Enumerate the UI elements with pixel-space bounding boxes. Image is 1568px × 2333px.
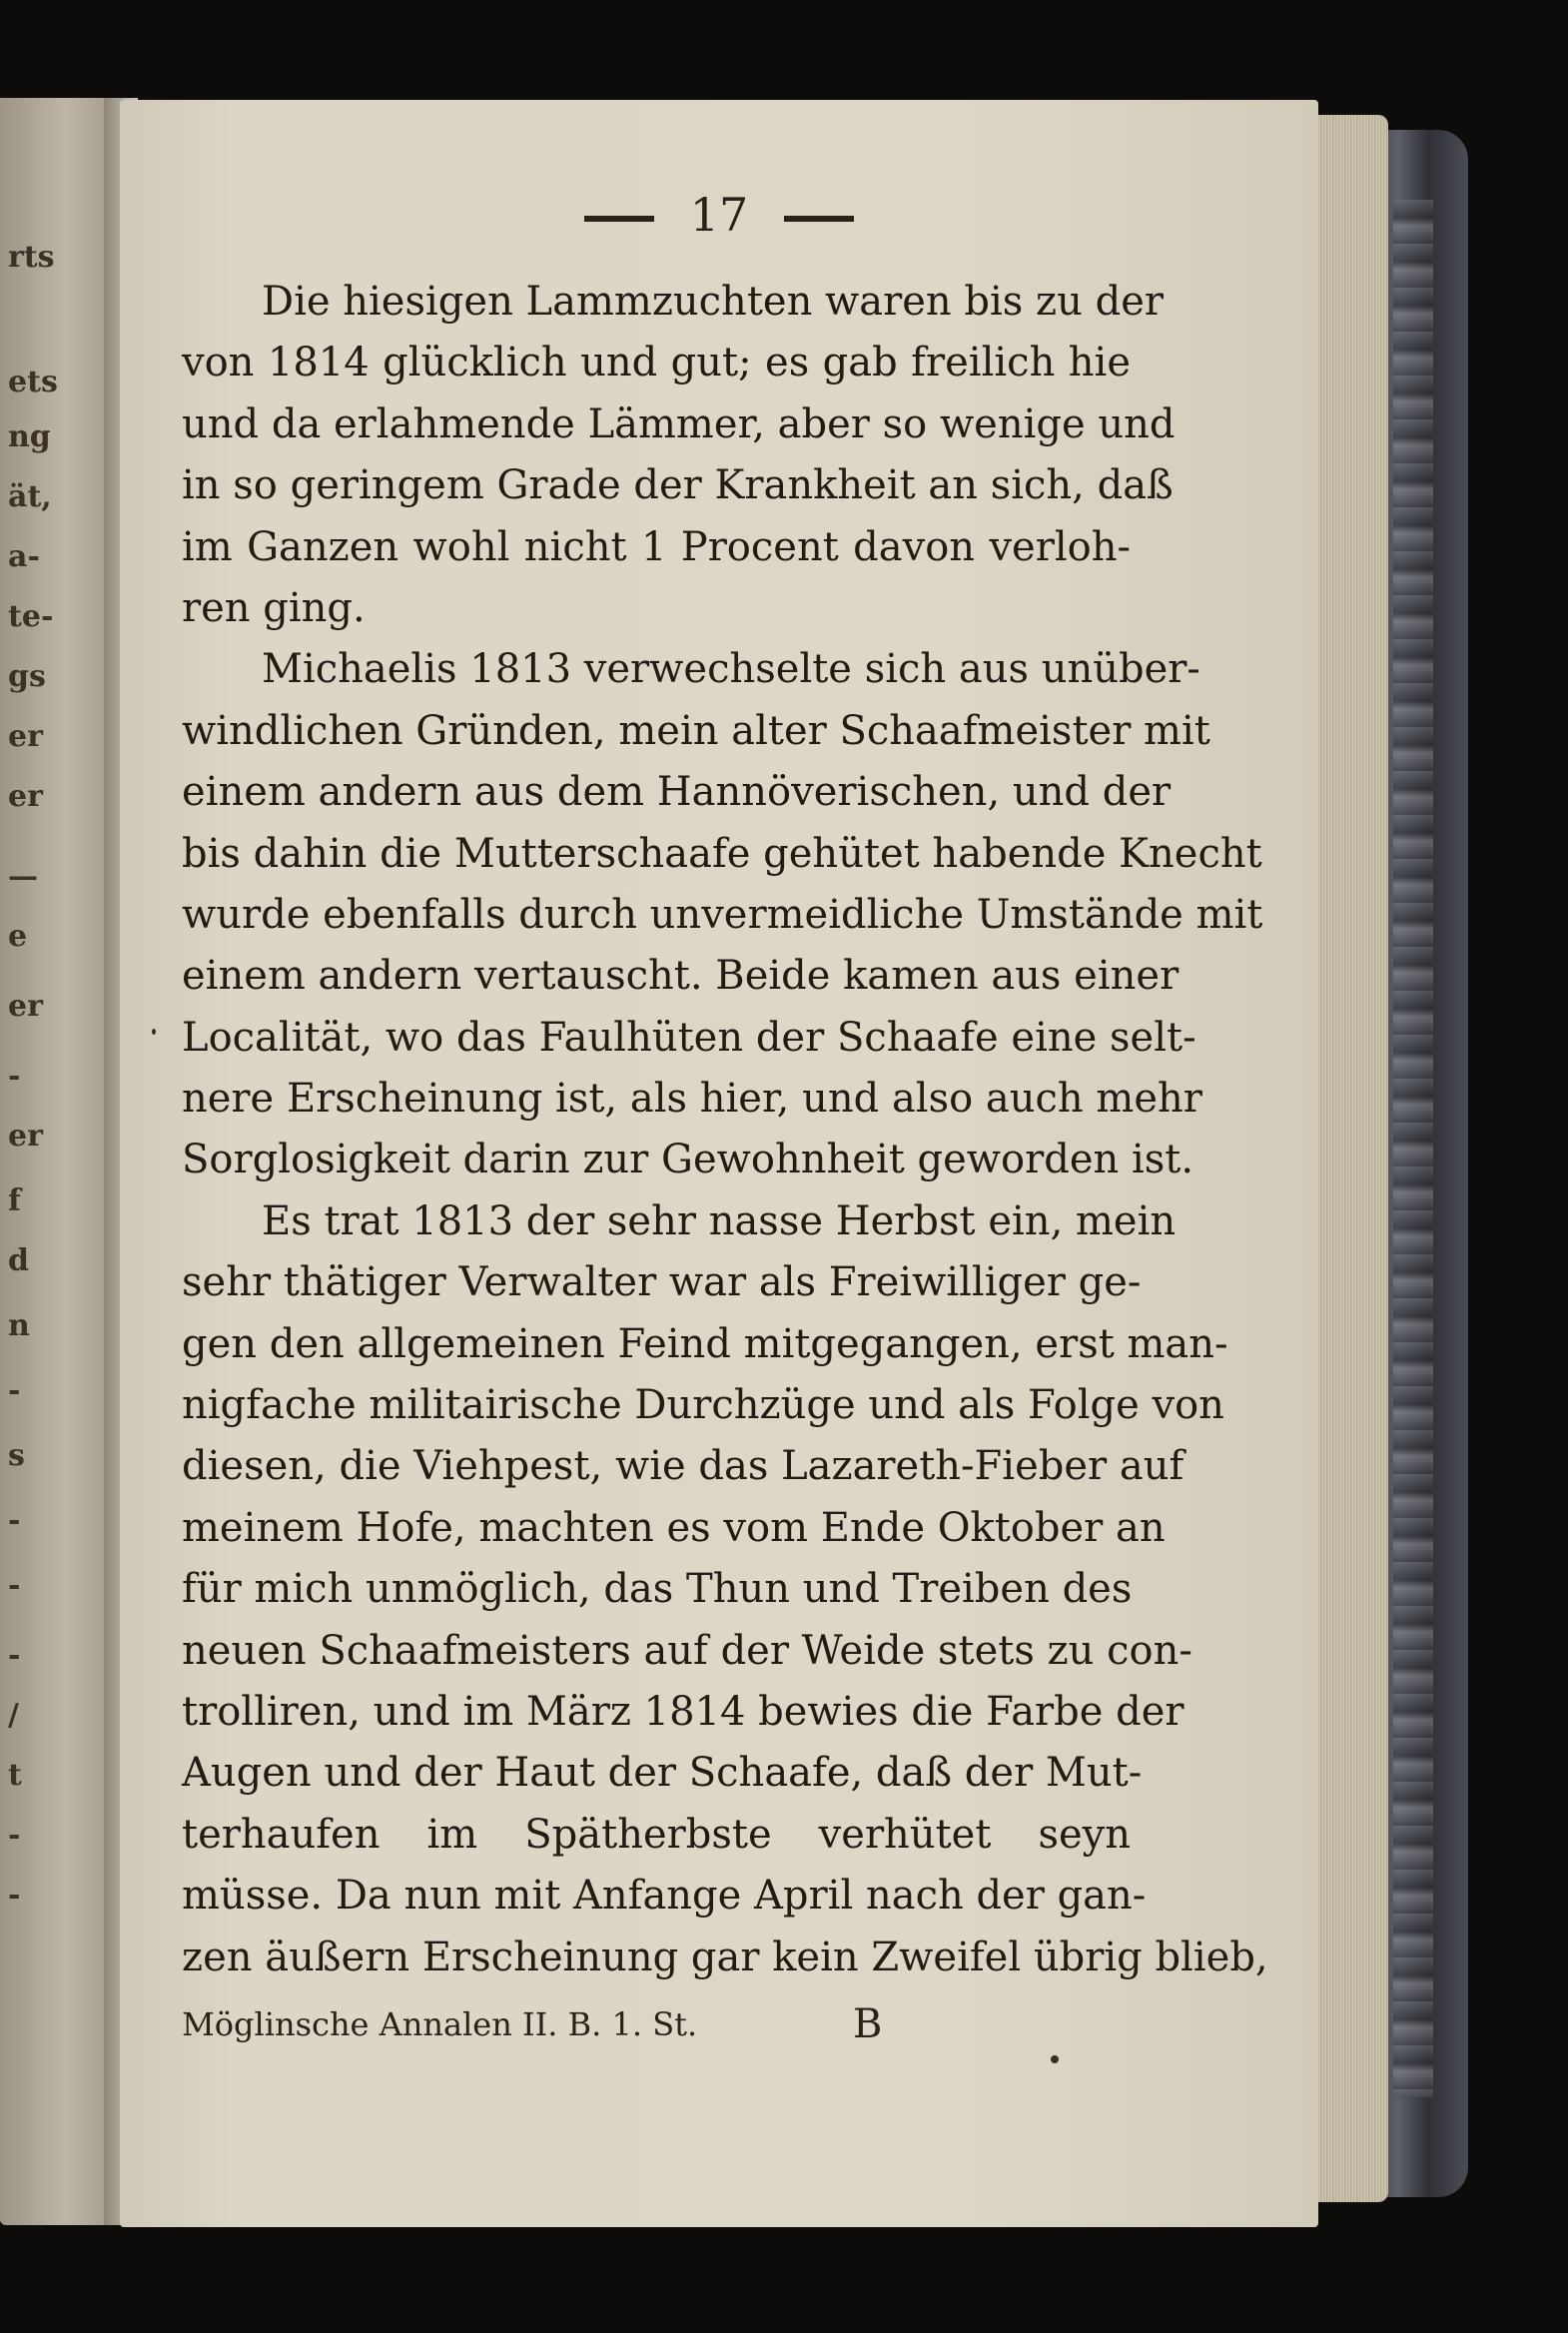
ink-speck [1051, 2055, 1059, 2063]
left-page-fragment: - [8, 1503, 21, 1538]
text-line: im Ganzen wohl nicht 1 Procent davon verloh- [182, 523, 1131, 570]
left-page-text-edge [0, 98, 118, 2225]
text-line: terhaufen im Spätherbste verhütet seyn [182, 1811, 1131, 1858]
left-page-fragment: d [8, 1243, 29, 1278]
text-line: Localität, wo das Faulhüten der Schaafe eine selt- [182, 1014, 1196, 1061]
text-line: von 1814 glücklich und gut; es gab freilich hie [182, 340, 1131, 387]
text-line: trolliren, und im März 1814 bewies die Farbe der [182, 1688, 1184, 1735]
left-page-fragment: er [8, 719, 43, 754]
text-line: Es trat 1813 der sehr nasse Herbst ein, mein [262, 1197, 1176, 1244]
left-page-fragment: te- [8, 599, 54, 634]
footer-title: Möglinsche Annalen II. B. 1. St. [182, 2005, 698, 2043]
text-line: nigfache militairische Durchzüge und als Folge von [182, 1382, 1224, 1429]
left-page-fragment: ets [8, 365, 58, 399]
text-line: windlichen Gründen, mein alter Schaafmeister mit [182, 707, 1210, 754]
left-page-fragment: - [8, 1878, 21, 1913]
body-text [182, 272, 1268, 1988]
cover-texture [1393, 200, 1433, 2097]
left-page-fragment: er [8, 1119, 43, 1154]
text-line: für mich unmöglich, das Thun und Treiben des [182, 1566, 1133, 1613]
left-page-fragment: — [8, 859, 38, 894]
ink-speck [152, 1029, 156, 1035]
left-page-fragment: n [8, 1308, 30, 1343]
text-line: müsse. Da nun mit Anfange April nach der gan- [182, 1873, 1147, 1920]
text-line: sehr thätiger Verwalter war als Freiwilliger ge- [182, 1259, 1142, 1306]
text-line: diesen, die Viehpest, wie das Lazareth-Fieber auf [182, 1443, 1184, 1490]
signature-mark: B [853, 2001, 883, 2047]
text-line: zen äußern Erscheinung gar kein Zweifel übrig blieb, [182, 1934, 1268, 1980]
left-page [0, 98, 118, 2225]
left-page-fragment: - [8, 1638, 21, 1673]
left-page-fragment: - [8, 1059, 21, 1094]
left-page-fragment: e [8, 919, 28, 954]
text-line: in so geringem Grade der Krankheit an sich, daß [182, 462, 1174, 509]
text-line: einem andern aus dem Hannöverischen, und der [182, 769, 1172, 816]
page-footer [182, 2001, 1131, 2047]
header-rule-left [584, 216, 654, 222]
text-line: nere Erscheinung ist, als hier, und also auch mehr [182, 1076, 1202, 1123]
left-page-fragment: gs [8, 659, 46, 694]
text-line: ren ging. [182, 584, 366, 631]
text-line: bis dahin die Mutterschaafe gehütet habende Knecht [182, 830, 1262, 877]
left-page-fragment: - [8, 1818, 21, 1853]
text-line: wurde ebenfalls durch unvermeidliche Umstände mit [182, 891, 1263, 938]
left-page-fragment: ng [8, 419, 51, 454]
page-edges [1308, 115, 1388, 2202]
left-page-fragment: a- [8, 539, 40, 574]
left-page-fragment: - [8, 1568, 21, 1603]
left-page-fragment: t [8, 1758, 22, 1793]
text-line: gen den allgemeinen Feind mitgegangen, erst man- [182, 1320, 1228, 1367]
text-line: meinem Hofe, machten es vom Ende Oktober an [182, 1504, 1166, 1551]
left-page-fragment: / [8, 1698, 19, 1733]
left-page-fragment: - [8, 1373, 21, 1408]
text-line: Augen und der Haut der Schaafe, daß der Mut- [182, 1750, 1143, 1797]
text-line: Sorglosigkeit darin zur Gewohnheit geworden ist. [182, 1137, 1194, 1183]
page-number: 17 [689, 188, 749, 242]
left-page-fragment: er [8, 989, 43, 1024]
left-page-fragment: f [8, 1183, 21, 1218]
left-page-fragment: er [8, 779, 43, 814]
text-line: einem andern vertauscht. Beide kamen aus einer [182, 953, 1179, 1000]
text-line: und da erlahmende Lämmer, aber so wenige und [182, 400, 1176, 447]
text-line: Michaelis 1813 verwechselte sich aus unüber- [262, 646, 1200, 693]
left-page-fragment: s [8, 1438, 25, 1473]
text-line: neuen Schaafmeisters auf der Weide stets zu con- [182, 1627, 1192, 1674]
page-header [120, 188, 1318, 242]
left-page-fragment: rts [8, 240, 55, 275]
header-rule-right [784, 216, 854, 222]
text-line: Die hiesigen Lammzuchten waren bis zu der [262, 279, 1164, 325]
left-page-fragment: ät, [8, 479, 52, 514]
